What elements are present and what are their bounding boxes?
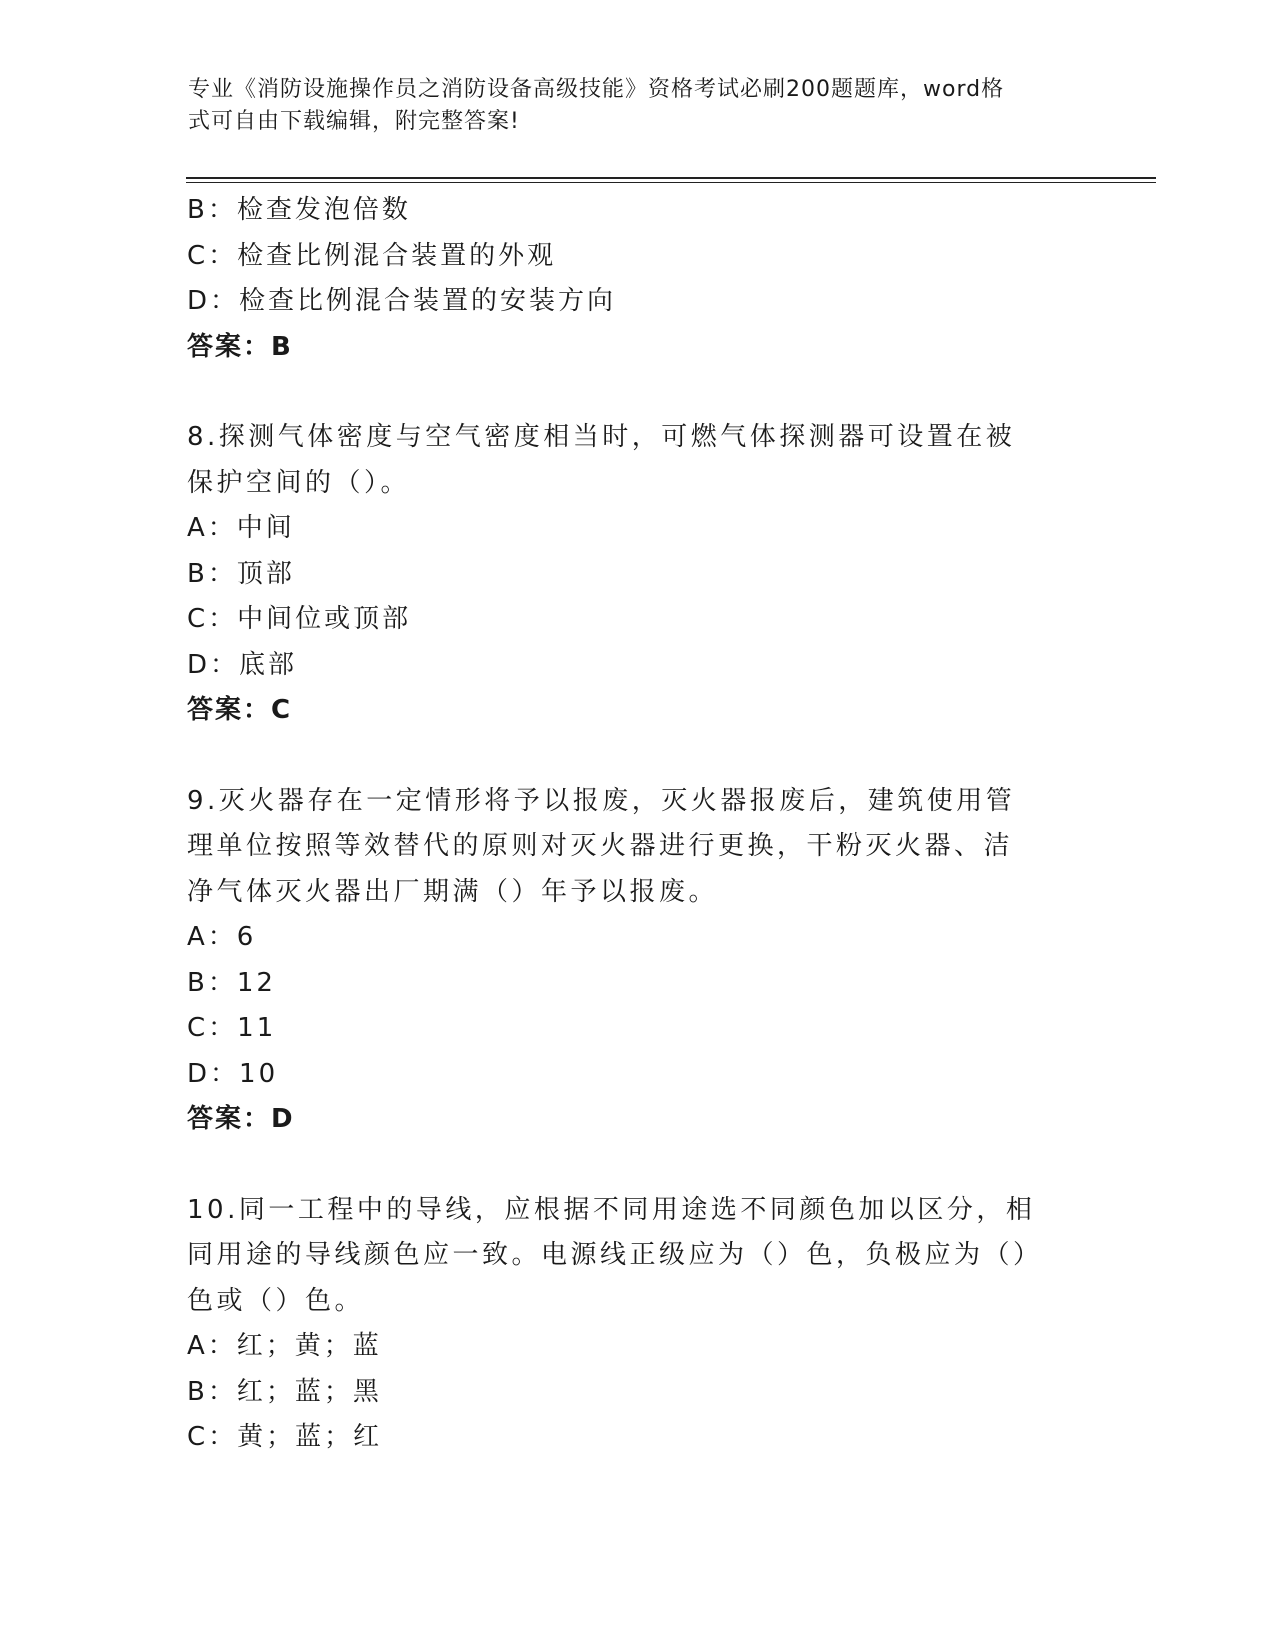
- header-line-1: 专业《消防设施操作员之消防设备高级技能》资格考试必刷200题题库，word格: [188, 77, 1005, 102]
- option-d: D：检查比例混合装置的安装方向: [187, 286, 617, 316]
- option-c: C：黄；蓝；红: [187, 1422, 383, 1452]
- option-b: B：检查发泡倍数: [187, 195, 411, 225]
- question-text: 8.探测气体密度与空气密度相当时，可燃气体探测器可设置在被保护空间的（）。: [187, 422, 1016, 498]
- header-rule-thick: [186, 177, 1156, 179]
- option-a: A：红；黄；蓝: [187, 1331, 382, 1361]
- option-c: C：11: [187, 1013, 277, 1043]
- spacer: [187, 370, 1087, 415]
- option-a: A：中间: [187, 513, 295, 543]
- option-a: A：6: [187, 922, 257, 952]
- header-rule-thin: [186, 182, 1156, 183]
- option-b: B：12: [187, 967, 276, 998]
- question-list: [187, 188, 1087, 1461]
- question-text: 9.灭火器存在一定情形将予以报废，灭火器报废后，建筑使用管理单位按照等效替代的原则对灭火器进行更换，干粉灭火器、洁净气体灭火器出厂期满（）年予以报废。: [187, 785, 1016, 907]
- answer: 答案：C: [187, 695, 293, 725]
- question-7: [187, 188, 1087, 370]
- option-c: C：中间位或顶部: [187, 604, 412, 634]
- header-line-2: 式可自由下载编辑，附完整答案!: [188, 109, 520, 134]
- question-text: 10.同一工程中的导线，应根据不同用途选不同颜色加以区分，相同用途的导线颜色应一致。电源线正级应为（）色，负极应为（）色或（）色。: [187, 1194, 1043, 1316]
- answer: 答案：D: [187, 1104, 295, 1134]
- option-c: C：检查比例混合装置的外观: [187, 240, 557, 271]
- option-d: D：底部: [187, 649, 298, 680]
- question-9: [187, 779, 1087, 1143]
- option-b: B：顶部: [187, 558, 295, 589]
- option-d: D：10: [187, 1058, 279, 1089]
- option-b: B：红；蓝；黑: [187, 1376, 382, 1407]
- answer: 答案：B: [187, 331, 293, 362]
- spacer: [187, 734, 1087, 779]
- spacer: [187, 1143, 1087, 1188]
- document-header: [188, 74, 1068, 138]
- question-8: [187, 415, 1087, 734]
- question-10: [187, 1188, 1087, 1461]
